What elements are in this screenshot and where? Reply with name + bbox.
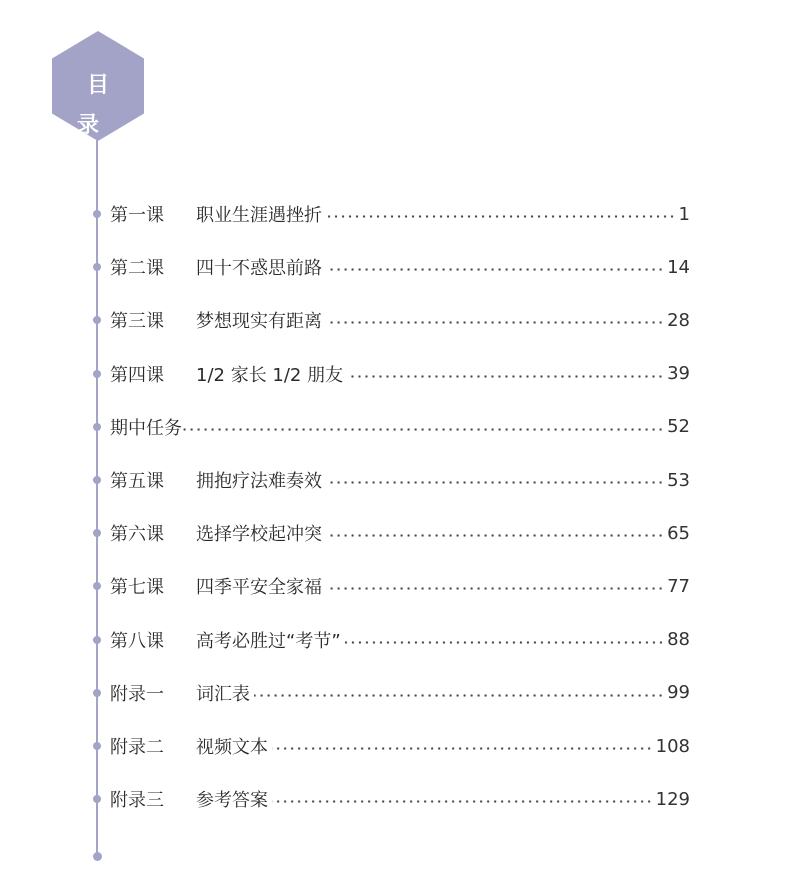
toc-entry-row[interactable] <box>110 463 690 497</box>
lesson-title: 视频文本 <box>196 737 268 758</box>
timeline-bullet <box>93 316 101 324</box>
timeline-bullet <box>93 529 101 537</box>
toc-entry-row[interactable] <box>110 516 690 550</box>
page-number: 53 <box>667 469 690 491</box>
leader-dots <box>326 321 664 324</box>
toc-entry[interactable] <box>0 782 790 816</box>
lesson-number: 第一课 <box>110 205 164 226</box>
leader-dots <box>272 747 653 750</box>
timeline-bullet <box>93 795 101 803</box>
leader-dots <box>326 215 676 218</box>
timeline-bullet <box>93 476 101 484</box>
toc-entry[interactable] <box>0 250 790 284</box>
toc-entry[interactable] <box>0 729 790 763</box>
toc-entry[interactable] <box>0 676 790 710</box>
page-number: 88 <box>667 629 690 651</box>
toc-entry[interactable] <box>0 623 790 657</box>
timeline-bullet <box>93 582 101 590</box>
lesson-number: 第二课 <box>110 258 164 280</box>
lesson-number: 附录二 <box>110 737 164 758</box>
toc-entry-row[interactable] <box>110 250 690 284</box>
toc-entry-row[interactable] <box>110 729 690 763</box>
lesson-number: 第八课 <box>110 630 164 652</box>
toc-entry[interactable] <box>0 410 790 444</box>
toc-entry[interactable] <box>0 197 790 231</box>
leader-dots <box>326 534 664 537</box>
lesson-title: 1/2 家长 1/2 朋友 <box>196 364 344 386</box>
lesson-title: 四十不惑思前路 <box>196 258 322 280</box>
lesson-number: 第七课 <box>110 577 164 599</box>
lesson-number: 第六课 <box>110 524 164 546</box>
page-number: 14 <box>667 256 690 278</box>
lesson-title: 高考必胜过“考节” <box>196 630 341 652</box>
lesson-number: 附录三 <box>110 790 164 812</box>
toc-entry[interactable] <box>0 516 790 550</box>
toc-entry-row[interactable] <box>110 676 690 710</box>
toc-entry[interactable] <box>0 569 790 603</box>
lesson-title: 选择学校起冲突 <box>196 524 322 546</box>
page-number: 65 <box>667 522 690 544</box>
lesson-title: 词汇表 <box>196 683 250 705</box>
toc-entry[interactable] <box>0 357 790 391</box>
page-number: 1 <box>678 203 690 225</box>
timeline-bullet <box>93 636 101 644</box>
timeline-bullet <box>93 689 101 697</box>
lesson-number: 第四课 <box>110 364 164 386</box>
lesson-number: 第三课 <box>110 311 164 333</box>
lesson-title: 四季平安全家福 <box>196 577 322 599</box>
toc-entry-row[interactable] <box>110 623 690 657</box>
toc-entry-row[interactable] <box>110 569 690 603</box>
lesson-number: 附录一 <box>110 683 164 705</box>
toc-entry-row[interactable] <box>110 357 690 391</box>
toc-title: 目 录 <box>76 73 129 138</box>
timeline-bullet <box>93 423 101 431</box>
lesson-title: 职业生涯遇挫折 <box>196 205 322 226</box>
leader-dots <box>326 481 664 484</box>
timeline-bullet <box>93 210 101 218</box>
page-number: 39 <box>667 363 690 385</box>
page-number: 99 <box>667 682 690 704</box>
toc-entry-row[interactable] <box>110 197 690 231</box>
page-number: 52 <box>667 416 690 438</box>
toc-entry-row[interactable] <box>110 410 690 444</box>
leader-dots <box>347 375 664 378</box>
leader-dots <box>326 587 664 590</box>
leader-dots <box>254 694 664 697</box>
toc-entry-row[interactable] <box>110 782 690 816</box>
page-number: 129 <box>655 788 690 810</box>
timeline-bullet <box>93 742 101 750</box>
leader-dots <box>326 268 664 271</box>
page-number: 28 <box>667 309 690 331</box>
timeline-bullet <box>93 370 101 378</box>
lesson-title: 参考答案 <box>196 790 268 812</box>
toc-entry[interactable] <box>0 463 790 497</box>
page-number: 108 <box>655 735 690 757</box>
lesson-title: 梦想现实有距离 <box>196 311 322 333</box>
lesson-title: 拥抱疗法难奏效 <box>196 471 322 492</box>
lesson-number: 期中任务 <box>110 417 182 439</box>
toc-entry-row[interactable] <box>110 303 690 337</box>
toc-entry[interactable] <box>0 303 790 337</box>
leader-dots <box>345 641 664 644</box>
page-number: 77 <box>667 575 690 597</box>
lesson-number: 第五课 <box>110 471 164 492</box>
leader-dots <box>182 428 664 431</box>
leader-dots <box>272 800 653 803</box>
timeline-bullet <box>93 263 101 271</box>
